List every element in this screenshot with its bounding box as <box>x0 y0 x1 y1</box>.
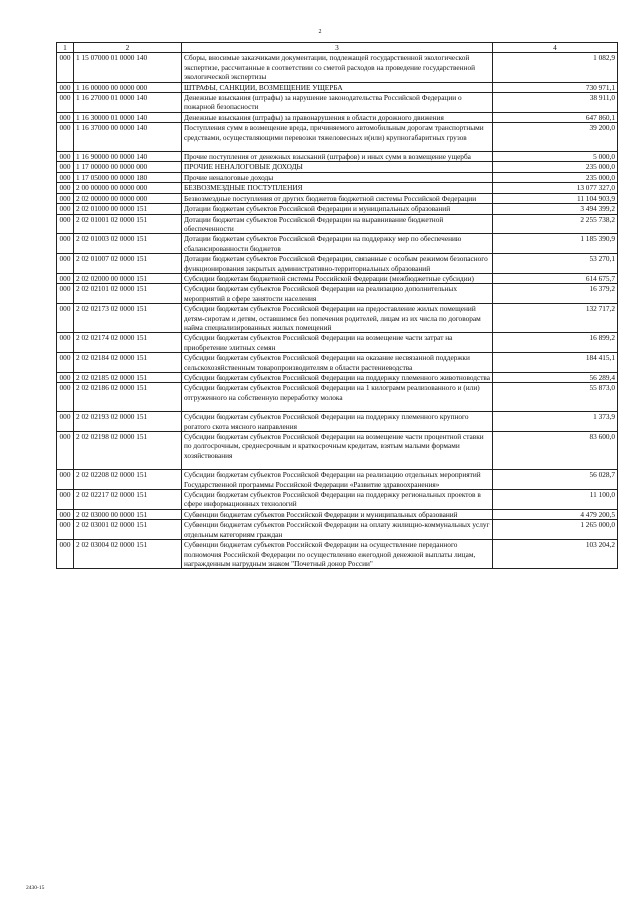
row-prefix-code: 000 <box>57 254 74 274</box>
column-header-3: 3 <box>182 43 493 53</box>
table-body <box>57 53 618 569</box>
budget-classification-code: 2 02 01001 02 0000 151 <box>74 214 182 234</box>
table-row <box>57 490 618 510</box>
revenue-description: Сборы, вносимые заказчиками документации, подлежащей государственной экологической экспертизе, рассчитанные в соответствии со сметой расходов на проведение государственной экологической экспертизы <box>182 53 493 82</box>
column-header-1: 1 <box>57 43 74 53</box>
table-row <box>57 470 618 490</box>
revenue-description: Субвенции бюджетам субъектов Российской Федерации и муниципальных образований <box>182 509 493 519</box>
amount-value: 235 000,0 <box>493 162 618 172</box>
table-row <box>57 520 618 540</box>
revenue-description: Дотации бюджетам субъектов Российской Федерации на выравнивание бюджетной обеспеченности <box>182 214 493 234</box>
row-prefix-code: 000 <box>57 520 74 540</box>
budget-classification-code: 2 02 02217 02 0000 151 <box>74 490 182 510</box>
budget-classification-code: 2 02 03000 00 0000 151 <box>74 509 182 519</box>
budget-classification-code: 1 15 07000 01 0000 140 <box>74 53 182 82</box>
budget-revenue-table <box>56 42 618 569</box>
amount-value: 132 717,2 <box>493 304 618 333</box>
budget-classification-code: 1 17 00000 00 0000 000 <box>74 162 182 172</box>
row-prefix-code: 000 <box>57 490 74 510</box>
revenue-description: Субвенции бюджетам субъектов Российской Федерации на осуществление переданного полномочия Российской Федерации по осуществлению ежегодной денежной выплаты лицам, награжденным нагрудным знаком "Почетный донор России" <box>182 540 493 569</box>
amount-value: 56 289,4 <box>493 373 618 383</box>
revenue-description: Субсидии бюджетам субъектов Российской Федерации на 1 килограмм реализованного и (или) отгруженного на собственную переработку молока <box>182 383 493 412</box>
amount-value: 53 270,1 <box>493 254 618 274</box>
revenue-description: Дотации бюджетам субъектов Российской Федерации и муниципальных образований <box>182 204 493 214</box>
revenue-description: Денежные взыскания (штрафы) за нарушение законодательства Российской Федерации о пожарной безопасности <box>182 93 493 113</box>
amount-value: 3 494 399,2 <box>493 204 618 214</box>
revenue-description: Субсидии бюджетам субъектов Российской Федерации на предоставление жилых помещений детям-сиротам и детям, оставшимся без попечения родителей, лицам из их числа по договорам найма специализированных жилых помещений <box>182 304 493 333</box>
footer-code: 2430-15 <box>26 885 45 891</box>
table-row <box>57 509 618 519</box>
revenue-description: Безвозмездные поступления от других бюджетов бюджетной системы Российской Федерации <box>182 193 493 203</box>
revenue-description: Субсидии бюджетам субъектов Российской Федерации на оказание несвязанной поддержки сельскохозяйственным товаропроизводителям в области растениеводства <box>182 353 493 373</box>
revenue-description: Дотации бюджетам субъектов Российской Федерации, связанные с особым режимом безопасного функционирования закрытых административно-территориальных образований <box>182 254 493 274</box>
table-header-row <box>57 43 618 53</box>
budget-classification-code: 2 02 00000 00 0000 000 <box>74 193 182 203</box>
table-row <box>57 152 618 162</box>
row-prefix-code: 000 <box>57 162 74 172</box>
table-row <box>57 162 618 172</box>
amount-value: 1 082,9 <box>493 53 618 82</box>
row-prefix-code: 000 <box>57 204 74 214</box>
row-prefix-code: 000 <box>57 112 74 122</box>
budget-classification-code: 1 17 05000 00 0000 180 <box>74 172 182 182</box>
row-prefix-code: 000 <box>57 470 74 490</box>
revenue-description: Субсидии бюджетам субъектов Российской Федерации на возмещение части затрат на приобретение элитных семян <box>182 333 493 353</box>
row-prefix-code: 000 <box>57 53 74 82</box>
amount-value: 11 100,0 <box>493 490 618 510</box>
budget-classification-code: 1 16 37000 00 0000 140 <box>74 123 182 152</box>
budget-classification-code: 2 02 02185 02 0000 151 <box>74 373 182 383</box>
amount-value: 13 077 327,0 <box>493 183 618 193</box>
revenue-description: Прочие неналоговые доходы <box>182 172 493 182</box>
row-prefix-code: 000 <box>57 234 74 254</box>
table-row <box>57 273 618 283</box>
revenue-description: Субвенции бюджетам субъектов Российской Федерации на оплату жилищно-коммунальных услуг отдельным категориям граждан <box>182 520 493 540</box>
amount-value: 16 379,2 <box>493 284 618 304</box>
budget-classification-code: 2 02 02208 02 0000 151 <box>74 470 182 490</box>
revenue-description: Прочие поступления от денежных взысканий (штрафов) и иных сумм в возмещение ущерба <box>182 152 493 162</box>
revenue-description: Субсидии бюджетам субъектов Российской Федерации на поддержку племенного крупного рогатого скота мясного направления <box>182 412 493 432</box>
revenue-description: ПРОЧИЕ НЕНАЛОГОВЫЕ ДОХОДЫ <box>182 162 493 172</box>
row-prefix-code: 000 <box>57 353 74 373</box>
row-prefix-code: 000 <box>57 152 74 162</box>
row-prefix-code: 000 <box>57 333 74 353</box>
revenue-description: Дотации бюджетам субъектов Российской Федерации на поддержку мер по обеспечению сбалансированности бюджетов <box>182 234 493 254</box>
budget-classification-code: 1 16 00000 00 0000 000 <box>74 82 182 92</box>
table-row <box>57 112 618 122</box>
row-prefix-code: 000 <box>57 509 74 519</box>
table-row <box>57 193 618 203</box>
row-prefix-code: 000 <box>57 82 74 92</box>
revenue-description: Денежные взыскания (штрафы) за правонарушения в области дорожного движения <box>182 112 493 122</box>
budget-classification-code: 2 02 02193 02 0000 151 <box>74 412 182 432</box>
amount-value: 16 899,2 <box>493 333 618 353</box>
amount-value: 614 675,7 <box>493 273 618 283</box>
table-row <box>57 214 618 234</box>
revenue-description: Субсидии бюджетам субъектов Российской Федерации на реализацию отдельных мероприятий Государственной программы Российской Федерации «Развитие здравоохранения» <box>182 470 493 490</box>
budget-classification-code: 2 02 01000 00 0000 151 <box>74 204 182 214</box>
amount-value: 4 479 200,5 <box>493 509 618 519</box>
table-row <box>57 172 618 182</box>
revenue-description: Субсидии бюджетам бюджетной системы Российской Федерации (межбюджетные субсидии) <box>182 273 493 283</box>
table-row <box>57 82 618 92</box>
table-row <box>57 93 618 113</box>
budget-classification-code: 2 02 01007 02 0000 151 <box>74 254 182 274</box>
table-row <box>57 53 618 82</box>
amount-value: 56 028,7 <box>493 470 618 490</box>
amount-value: 1 185 390,9 <box>493 234 618 254</box>
table-row <box>57 373 618 383</box>
row-prefix-code: 000 <box>57 540 74 569</box>
amount-value: 55 873,0 <box>493 383 618 412</box>
table-row <box>57 540 618 569</box>
revenue-description: Субсидии бюджетам субъектов Российской Федерации на поддержку племенного животноводства <box>182 373 493 383</box>
revenue-description: Поступления сумм в возмещение вреда, причиняемого автомобильным дорогам транспортными средствами, осуществляющими перевозки тяжеловесных и(или) крупногабаритных грузов <box>182 123 493 152</box>
row-prefix-code: 000 <box>57 432 74 470</box>
table-row <box>57 234 618 254</box>
row-prefix-code: 000 <box>57 284 74 304</box>
row-prefix-code: 000 <box>57 383 74 412</box>
amount-value: 1 373,9 <box>493 412 618 432</box>
row-prefix-code: 000 <box>57 183 74 193</box>
row-prefix-code: 000 <box>57 412 74 432</box>
budget-classification-code: 2 02 02173 02 0000 151 <box>74 304 182 333</box>
row-prefix-code: 000 <box>57 193 74 203</box>
table-row <box>57 284 618 304</box>
page-number: 2 <box>318 29 322 35</box>
table-row <box>57 204 618 214</box>
budget-classification-code: 1 16 90000 00 0000 140 <box>74 152 182 162</box>
row-prefix-code: 000 <box>57 273 74 283</box>
budget-classification-code: 1 16 27000 01 0000 140 <box>74 93 182 113</box>
amount-value: 39 200,0 <box>493 123 618 152</box>
budget-classification-code: 2 02 02000 00 0000 151 <box>74 273 182 283</box>
amount-value: 103 204,2 <box>493 540 618 569</box>
amount-value: 184 415,1 <box>493 353 618 373</box>
revenue-description: Субсидии бюджетам субъектов Российской Федерации на возмещение части процентной ставки по долгосрочным, среднесрочным и краткосрочным кредитам, взятым малыми формами хозяйствования <box>182 432 493 470</box>
budget-classification-code: 2 02 02198 02 0000 151 <box>74 432 182 470</box>
amount-value: 235 000,0 <box>493 172 618 182</box>
budget-classification-code: 2 02 03001 02 0000 151 <box>74 520 182 540</box>
amount-value: 38 911,0 <box>493 93 618 113</box>
row-prefix-code: 000 <box>57 373 74 383</box>
revenue-description: БЕЗВОЗМЕЗДНЫЕ ПОСТУПЛЕНИЯ <box>182 183 493 193</box>
table-row <box>57 304 618 333</box>
budget-classification-code: 1 16 30000 01 0000 140 <box>74 112 182 122</box>
column-header-4: 4 <box>493 43 618 53</box>
amount-value: 83 600,0 <box>493 432 618 470</box>
amount-value: 1 265 000,0 <box>493 520 618 540</box>
row-prefix-code: 000 <box>57 214 74 234</box>
amount-value: 5 000,0 <box>493 152 618 162</box>
table-row <box>57 412 618 432</box>
row-prefix-code: 000 <box>57 172 74 182</box>
budget-classification-code: 2 02 03004 02 0000 151 <box>74 540 182 569</box>
revenue-description: Субсидии бюджетам субъектов Российской Федерации на поддержку региональных проектов в сфере информационных технологий <box>182 490 493 510</box>
table-row <box>57 183 618 193</box>
budget-classification-code: 2 02 01003 02 0000 151 <box>74 234 182 254</box>
table-row <box>57 254 618 274</box>
amount-value: 2 255 738,2 <box>493 214 618 234</box>
table-row <box>57 432 618 470</box>
budget-classification-code: 2 02 02101 02 0000 151 <box>74 284 182 304</box>
amount-value: 11 104 903,9 <box>493 193 618 203</box>
column-header-2: 2 <box>74 43 182 53</box>
row-prefix-code: 000 <box>57 93 74 113</box>
table-row <box>57 123 618 152</box>
row-prefix-code: 000 <box>57 123 74 152</box>
amount-value: 647 860,1 <box>493 112 618 122</box>
table-row <box>57 383 618 412</box>
row-prefix-code: 000 <box>57 304 74 333</box>
budget-classification-code: 2 02 02184 02 0000 151 <box>74 353 182 373</box>
budget-classification-code: 2 00 00000 00 0000 000 <box>74 183 182 193</box>
budget-classification-code: 2 02 02186 02 0000 151 <box>74 383 182 412</box>
revenue-description: ШТРАФЫ, САНКЦИИ, ВОЗМЕЩЕНИЕ УЩЕРБА <box>182 82 493 92</box>
table-row <box>57 333 618 353</box>
amount-value: 730 971,1 <box>493 82 618 92</box>
budget-classification-code: 2 02 02174 02 0000 151 <box>74 333 182 353</box>
revenue-description: Субсидии бюджетам субъектов Российской Федерации на реализацию дополнительных мероприятий в сфере занятости населения <box>182 284 493 304</box>
table-row <box>57 353 618 373</box>
